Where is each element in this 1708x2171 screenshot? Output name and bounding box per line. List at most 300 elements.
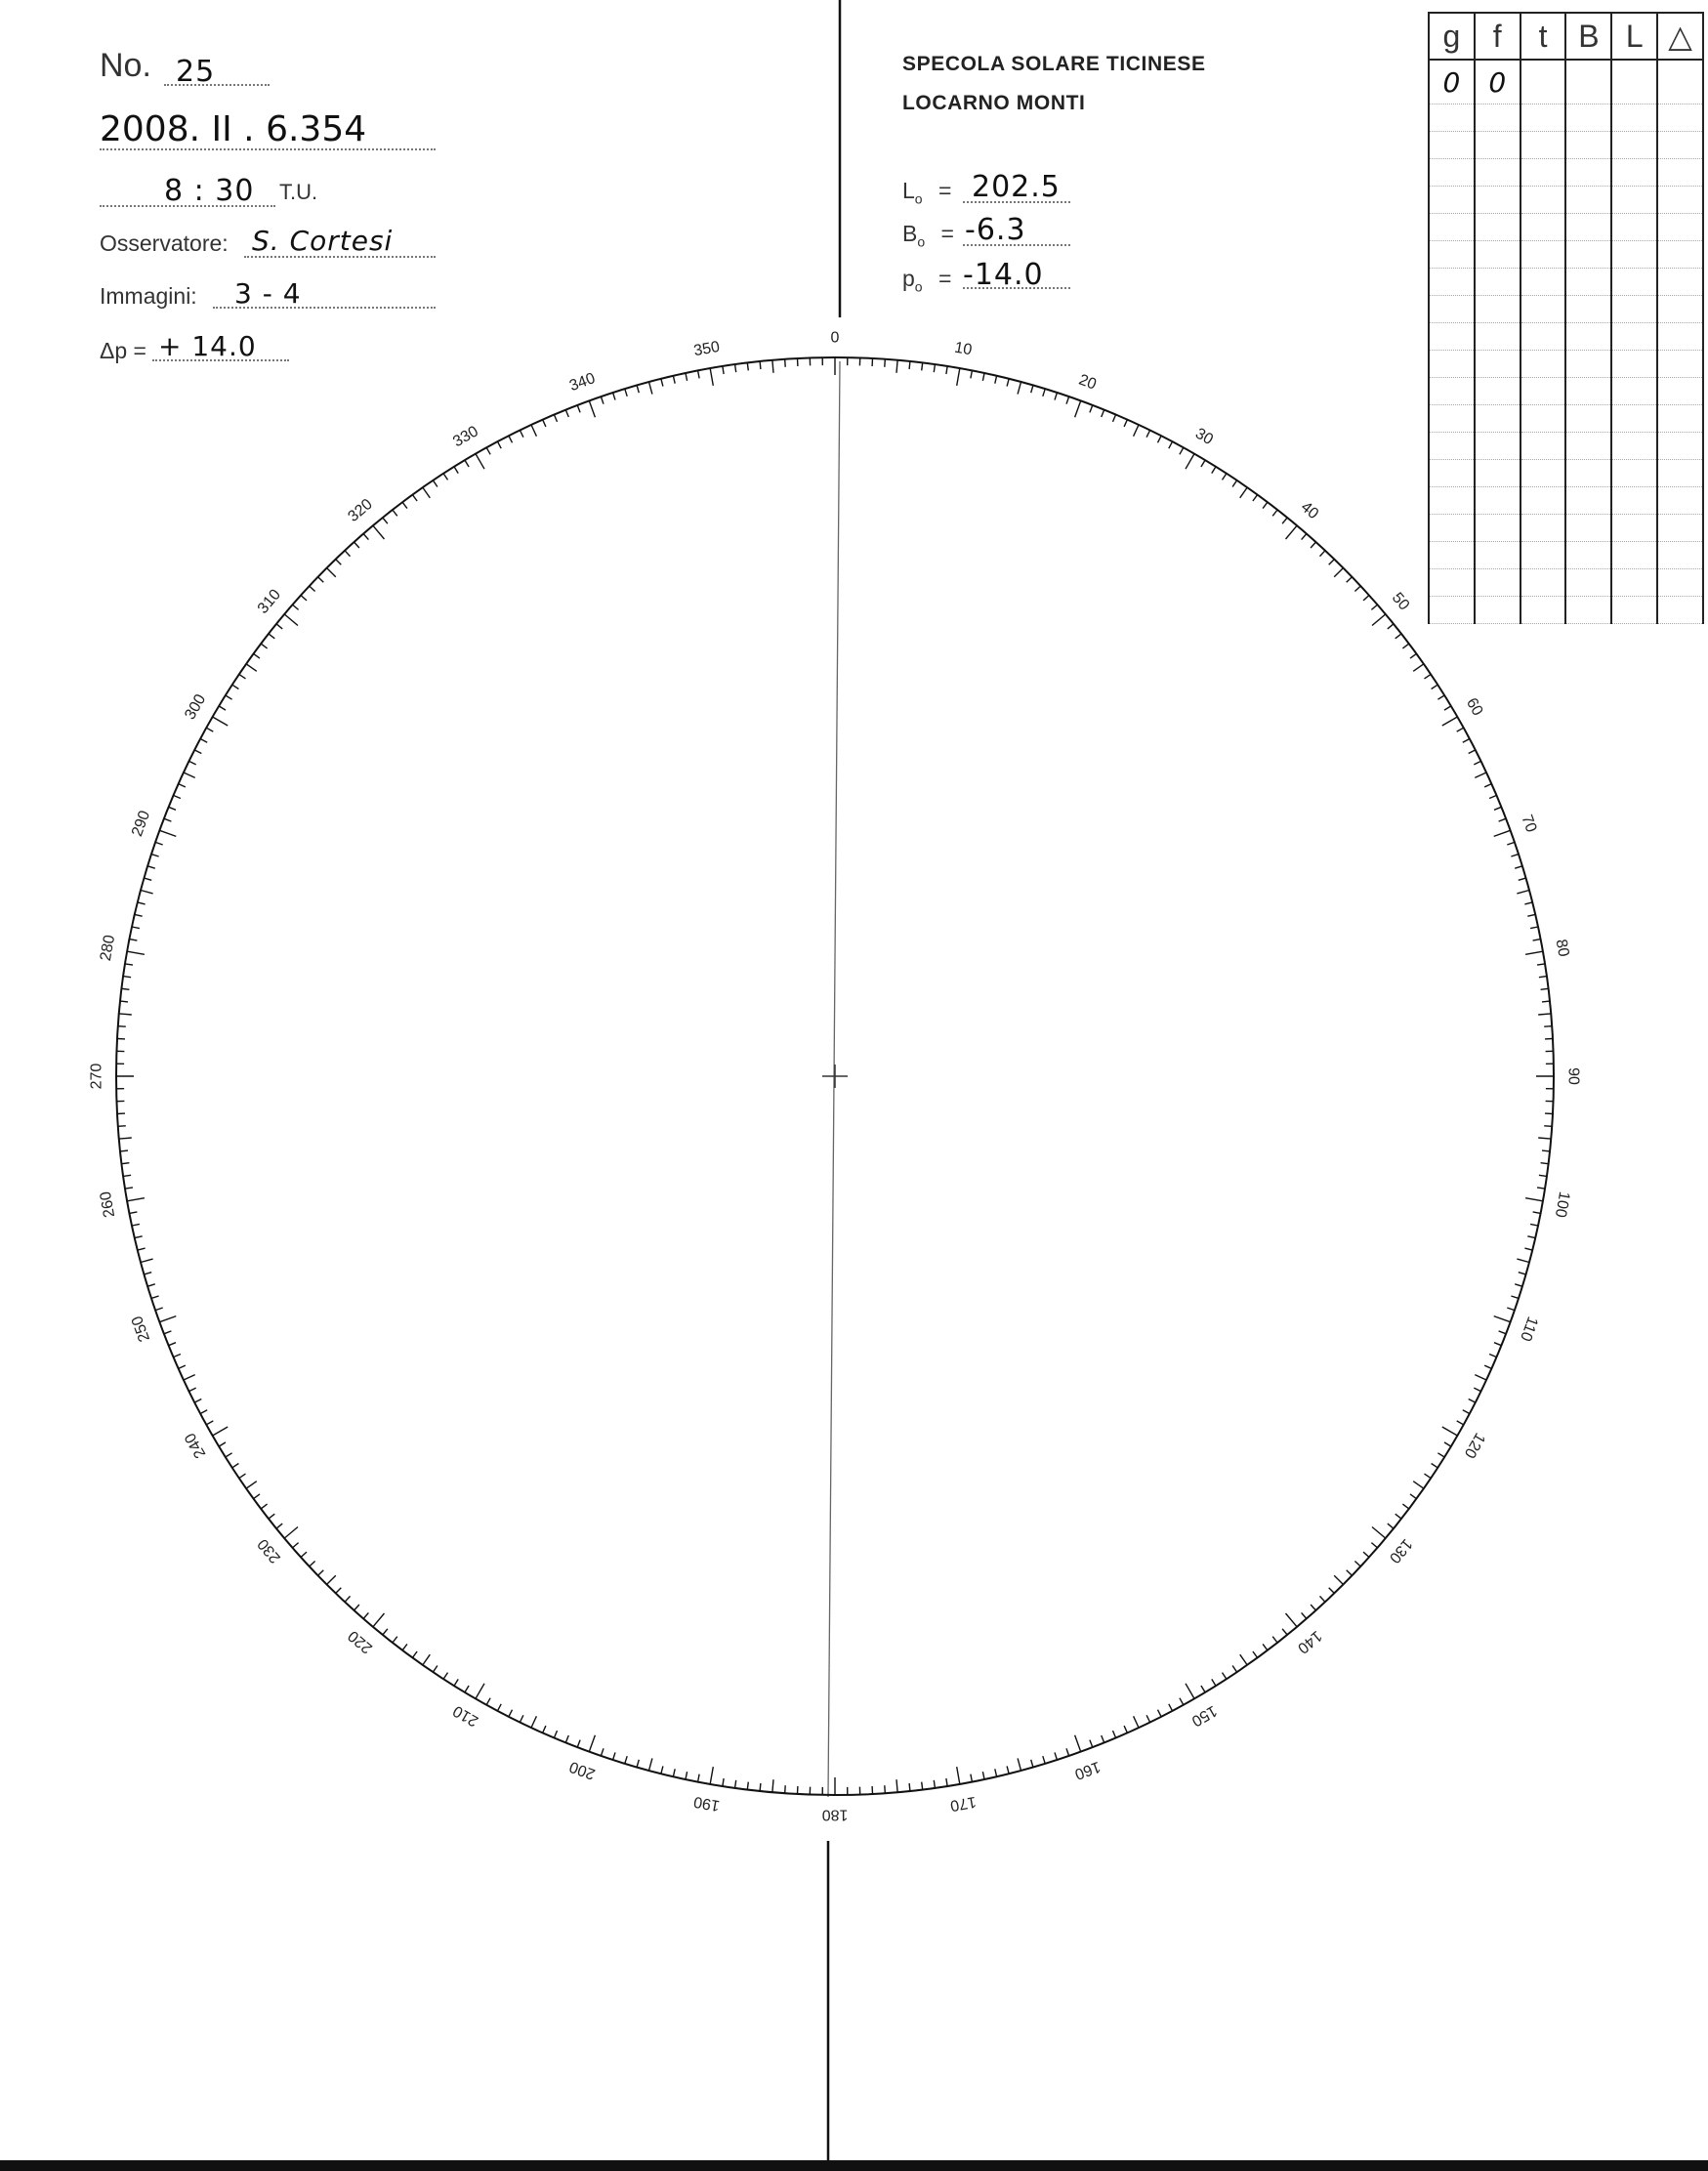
degree-label: 30	[1192, 425, 1216, 449]
degree-label: 320	[345, 495, 376, 525]
degree-tick	[1354, 1562, 1360, 1567]
delta-p-label: Δp =	[100, 338, 146, 363]
degree-tick	[1146, 1715, 1150, 1722]
degree-tick	[164, 818, 172, 821]
degree-tick	[1515, 866, 1522, 868]
degree-tick	[1075, 400, 1081, 417]
degree-label: 300	[182, 691, 210, 723]
degree-tick	[1388, 624, 1394, 629]
degree-tick	[219, 706, 226, 710]
l0-equals: =	[937, 178, 952, 203]
degree-tick	[1031, 1760, 1033, 1768]
degree-tick	[1494, 1343, 1501, 1346]
degree-tick	[1223, 1673, 1227, 1680]
degree-tick	[465, 460, 469, 467]
degree-tick	[1311, 1605, 1315, 1610]
degree-tick	[1371, 605, 1377, 609]
degree-tick	[1484, 784, 1491, 787]
degree-label: 60	[1462, 695, 1486, 719]
b0-equals: =	[940, 221, 954, 246]
degree-tick	[698, 1774, 700, 1782]
number-label: No.	[100, 47, 151, 84]
degree-label: 280	[97, 934, 119, 963]
degree-tick	[119, 1138, 132, 1139]
table-cell[interactable]: 0	[1429, 60, 1475, 104]
degree-tick	[1517, 1259, 1529, 1262]
degree-tick	[554, 1731, 557, 1737]
table-col-header: B	[1565, 13, 1611, 60]
degree-tick	[373, 1613, 385, 1627]
institution-name: SPECOLA SOLARE TICINESE	[902, 53, 1206, 75]
degree-tick	[1113, 1731, 1116, 1737]
degree-tick	[145, 1273, 152, 1274]
degree-tick	[1372, 1527, 1386, 1539]
degree-tick	[393, 1637, 397, 1643]
time-unit: T.U.	[279, 180, 318, 204]
table-cell[interactable]: 0	[1475, 60, 1521, 104]
degree-tick	[698, 371, 700, 379]
degree-tick	[1043, 389, 1045, 397]
degree-tick	[1494, 1316, 1511, 1322]
degree-tick	[1539, 1175, 1547, 1176]
degree-tick	[747, 1782, 748, 1790]
degree-tick	[132, 1224, 140, 1226]
degree-tick	[747, 363, 748, 371]
degree-tick	[276, 1524, 282, 1528]
degree-tick	[151, 1296, 159, 1298]
degree-tick	[509, 1710, 513, 1717]
degree-tick	[141, 1259, 153, 1262]
degree-tick	[1007, 1766, 1009, 1774]
degree-tick	[1542, 1001, 1550, 1002]
degree-tick	[1515, 1284, 1522, 1286]
degree-label: 350	[692, 338, 722, 360]
degree-tick	[1302, 534, 1307, 540]
degree-tick	[1410, 1494, 1416, 1499]
degree-tick	[486, 447, 490, 454]
degree-tick	[1272, 510, 1277, 516]
degree-tick	[1457, 1421, 1464, 1425]
degree-tick	[206, 728, 213, 731]
degree-tick	[1442, 717, 1458, 726]
degree-tick	[383, 518, 388, 523]
degree-tick	[123, 1175, 131, 1176]
degree-tick	[1413, 1482, 1424, 1489]
degree-tick	[164, 1331, 172, 1334]
degree-tick	[1539, 977, 1547, 978]
degree-tick	[232, 1464, 239, 1468]
degree-label: 120	[1460, 1430, 1488, 1461]
degree-label: 340	[566, 370, 598, 396]
degree-tick	[1180, 447, 1184, 454]
degree-label: 310	[254, 586, 284, 617]
p0-equals: =	[937, 266, 952, 291]
degree-tick	[1253, 495, 1258, 501]
table-col-header: △	[1657, 13, 1703, 60]
degree-tick	[383, 1629, 388, 1635]
degree-tick	[1354, 586, 1360, 592]
degree-tick	[118, 1126, 126, 1127]
degree-tick	[246, 664, 257, 672]
degree-tick	[735, 1780, 736, 1788]
observer-label: Osservatore:	[100, 230, 229, 256]
degree-tick	[120, 1001, 128, 1002]
degree-label: 240	[182, 1430, 210, 1461]
degree-tick	[301, 596, 307, 601]
degree-tick	[226, 695, 232, 699]
degree-tick	[1402, 644, 1408, 648]
degree-label: 180	[821, 1806, 849, 1823]
degree-tick	[520, 1715, 523, 1722]
degree-tick	[433, 1666, 437, 1673]
degree-tick	[1475, 772, 1486, 777]
degree-tick	[896, 1779, 897, 1792]
degree-label: 190	[692, 1792, 722, 1815]
degree-tick	[232, 685, 239, 689]
time-value: 8 : 30	[164, 174, 255, 208]
degree-tick	[686, 373, 687, 381]
degree-tick	[1240, 1654, 1248, 1665]
degree-tick	[1474, 761, 1480, 765]
degree-tick	[246, 1482, 257, 1489]
degree-tick	[1402, 1504, 1408, 1509]
degree-tick	[402, 1644, 407, 1649]
degree-tick	[423, 1654, 431, 1665]
degree-tick	[1425, 1474, 1432, 1479]
degree-tick	[1499, 1331, 1507, 1334]
degree-tick	[934, 364, 935, 372]
degree-label: 110	[1517, 1314, 1541, 1344]
degree-label: 10	[953, 339, 974, 359]
degree-tick	[169, 1343, 176, 1346]
degree-tick	[1212, 1679, 1216, 1686]
degree-label: 170	[948, 1792, 978, 1815]
table-col-header: L	[1611, 13, 1657, 60]
degree-tick	[554, 415, 557, 422]
degree-tick	[1372, 614, 1386, 626]
degree-tick	[946, 366, 947, 374]
degree-tick	[909, 1783, 910, 1791]
degree-tick	[1263, 1644, 1268, 1649]
degree-tick	[785, 359, 786, 367]
degree-tick	[184, 1375, 195, 1380]
p0-subscript: o	[914, 278, 923, 295]
degree-tick	[710, 368, 713, 386]
degree-tick	[327, 568, 336, 577]
degree-tick	[1124, 1726, 1127, 1733]
degree-tick	[1527, 914, 1535, 916]
degree-tick	[118, 1026, 126, 1027]
degree-tick	[130, 1212, 138, 1214]
degree-tick	[957, 368, 960, 386]
degree-label: 220	[345, 1627, 376, 1657]
degree-tick	[637, 386, 639, 394]
degree-tick	[194, 750, 201, 754]
degree-tick	[625, 389, 627, 397]
degree-tick	[122, 1163, 130, 1164]
degree-tick	[785, 1785, 786, 1793]
table-col-header: g	[1429, 13, 1475, 60]
degree-tick	[772, 1779, 773, 1792]
degree-label: 160	[1072, 1757, 1104, 1782]
degree-tick	[174, 1355, 181, 1357]
number-value: 25	[176, 55, 216, 89]
degree-tick	[443, 1673, 447, 1680]
degree-tick	[1425, 674, 1432, 679]
degree-tick	[443, 474, 447, 480]
degree-tick	[760, 361, 761, 369]
degree-tick	[1544, 1126, 1552, 1127]
degree-tick	[141, 891, 153, 894]
degree-label: 260	[97, 1190, 119, 1219]
degree-tick	[1444, 1442, 1451, 1446]
degree-tick	[145, 878, 152, 880]
degree-tick	[723, 1778, 724, 1786]
degree-tick	[1090, 1740, 1093, 1748]
degree-tick	[318, 1570, 324, 1576]
degree-tick	[735, 364, 736, 372]
degree-tick	[885, 359, 886, 367]
degree-tick	[125, 1188, 133, 1189]
degree-tick	[1090, 405, 1093, 413]
degree-tick	[909, 361, 910, 369]
degree-tick	[147, 866, 155, 868]
degree-tick	[213, 717, 229, 726]
degree-tick	[896, 360, 897, 373]
degree-tick	[465, 1686, 469, 1692]
degree-tick	[1212, 467, 1216, 474]
degree-tick	[1263, 502, 1268, 508]
degree-tick	[206, 1421, 213, 1425]
degree-label: 130	[1386, 1535, 1416, 1566]
degree-tick	[345, 1596, 351, 1602]
degree-tick	[122, 988, 130, 989]
degree-tick	[661, 379, 663, 387]
degree-tick	[509, 436, 513, 442]
degree-tick	[1533, 1212, 1541, 1214]
degree-tick	[1432, 685, 1438, 689]
degree-tick	[625, 1756, 627, 1764]
degree-label: 140	[1294, 1627, 1325, 1657]
degree-tick	[1240, 487, 1248, 498]
degree-tick	[498, 1704, 502, 1711]
degree-tick	[982, 373, 984, 381]
degree-tick	[1018, 382, 1021, 395]
degree-tick	[1442, 1427, 1458, 1436]
degree-tick	[1507, 1308, 1515, 1311]
degree-tick	[1524, 902, 1532, 904]
degree-tick	[1507, 842, 1515, 845]
degree-tick	[1519, 1273, 1526, 1274]
degree-tick	[147, 1284, 155, 1286]
degree-tick	[673, 376, 675, 384]
degree-tick	[284, 1527, 298, 1539]
degree-tick	[1494, 807, 1501, 810]
degree-tick	[318, 577, 324, 583]
degree-tick	[710, 1767, 713, 1784]
degree-tick	[189, 761, 196, 765]
degree-tick	[239, 674, 246, 679]
degree-tick	[174, 795, 181, 798]
degree-tick	[934, 1780, 935, 1788]
degree-tick	[613, 1752, 615, 1760]
degree-tick	[373, 525, 385, 539]
degree-tick	[354, 542, 359, 548]
degree-tick	[354, 1605, 359, 1610]
degree-tick	[1347, 577, 1353, 583]
degree-tick	[1544, 1026, 1552, 1027]
date-value: 2008. II . 6.354	[100, 109, 367, 149]
degree-tick	[226, 1453, 232, 1457]
degree-tick	[476, 1684, 484, 1699]
degree-tick	[269, 1514, 274, 1519]
degree-tick	[1066, 397, 1069, 404]
degree-tick	[213, 1427, 229, 1436]
degree-tick	[1437, 1453, 1444, 1457]
degree-tick	[1007, 379, 1009, 387]
degree-tick	[531, 1716, 536, 1728]
degree-tick	[1066, 1748, 1069, 1756]
degree-label: 230	[254, 1535, 284, 1566]
degree-tick	[498, 441, 502, 448]
degree-tick	[1538, 1138, 1551, 1139]
degree-tick	[1201, 460, 1205, 467]
degree-label: 330	[450, 423, 481, 451]
degree-tick	[1463, 739, 1470, 743]
degree-tick	[1113, 415, 1116, 422]
degree-tick	[1489, 1355, 1496, 1357]
degree-tick	[345, 551, 351, 557]
table-col-header: f	[1475, 13, 1521, 60]
degree-tick	[1158, 436, 1162, 442]
degree-tick	[1146, 431, 1150, 438]
b0-subscript: o	[917, 233, 926, 250]
degree-tick	[454, 1679, 458, 1686]
degree-tick	[189, 1388, 196, 1392]
degree-tick	[661, 1766, 663, 1774]
degree-tick	[1232, 480, 1237, 487]
degree-tick	[1329, 1588, 1335, 1594]
degree-tick	[284, 614, 298, 626]
degree-tick	[200, 739, 207, 743]
degree-tick	[1511, 855, 1519, 856]
degree-tick	[1055, 1752, 1057, 1760]
degree-tick	[1055, 393, 1057, 400]
degree-tick	[1469, 750, 1476, 754]
degree-tick	[760, 1783, 761, 1791]
degree-tick	[1329, 560, 1335, 565]
degree-tick	[412, 495, 417, 501]
degree-tick	[1302, 1612, 1307, 1618]
degree-tick	[1413, 664, 1424, 672]
degree-tick	[1371, 1543, 1377, 1548]
p0-value: -14.0	[963, 258, 1044, 292]
degree-tick	[589, 1735, 595, 1752]
degree-tick	[276, 624, 282, 629]
degree-label: 290	[129, 808, 154, 839]
degree-tick	[1311, 542, 1315, 548]
degree-tick	[412, 1651, 417, 1657]
degree-tick	[1180, 1698, 1184, 1705]
degree-tick	[261, 644, 267, 648]
degree-tick	[686, 1772, 687, 1779]
degree-tick	[179, 1365, 186, 1368]
degree-tick	[885, 1785, 886, 1793]
degree-label: 100	[1551, 1190, 1573, 1219]
degree-tick	[649, 1758, 652, 1771]
degree-label: 80	[1552, 938, 1572, 958]
degree-tick	[649, 382, 652, 395]
degree-label: 210	[450, 1701, 481, 1730]
degree-tick	[1533, 939, 1541, 941]
degree-tick	[772, 360, 773, 373]
observer-value: S. Cortesi	[252, 225, 394, 257]
degree-tick	[1457, 728, 1464, 731]
degree-tick	[219, 1442, 226, 1446]
institution-location: LOCARNO MONTI	[902, 92, 1086, 114]
degree-label: 250	[129, 1314, 154, 1345]
degree-tick	[589, 400, 595, 417]
bottom-scan-edge	[0, 2160, 1708, 2171]
degree-tick	[922, 1782, 923, 1790]
degree-tick	[125, 964, 133, 965]
degree-tick	[1158, 1710, 1162, 1717]
degree-tick	[159, 830, 176, 836]
degree-tick	[543, 1726, 546, 1733]
degree-tick	[155, 1308, 163, 1311]
degree-tick	[393, 510, 397, 516]
degree-tick	[1541, 1163, 1549, 1164]
degree-tick	[120, 1150, 128, 1151]
degree-tick	[1524, 1248, 1532, 1250]
degree-tick	[1282, 518, 1287, 523]
b0-value: -6.3	[965, 213, 1026, 247]
degree-tick	[1031, 386, 1033, 394]
degree-label: 40	[1297, 498, 1322, 523]
degree-tick	[1519, 878, 1526, 880]
degree-tick	[159, 1316, 176, 1322]
degree-label: 150	[1188, 1701, 1220, 1730]
degree-tick	[1489, 795, 1496, 798]
degree-tick	[363, 1612, 368, 1618]
degree-tick	[336, 560, 342, 565]
degree-tick	[261, 1504, 267, 1509]
degree-label: 0	[830, 329, 840, 347]
degree-tick	[301, 1552, 307, 1557]
l0-letter: L	[902, 178, 915, 203]
degree-tick	[543, 420, 546, 427]
degree-tick	[565, 410, 568, 417]
degree-tick	[922, 363, 923, 371]
degree-tick	[1124, 420, 1127, 427]
l0-subscript: o	[914, 190, 923, 207]
degree-tick	[127, 1198, 145, 1201]
degree-tick	[1043, 1756, 1045, 1764]
delta-p-value: + 14.0	[158, 330, 257, 362]
degree-tick	[127, 951, 145, 954]
degree-tick	[577, 405, 580, 413]
degree-tick	[132, 927, 140, 929]
degree-tick	[1075, 1735, 1081, 1752]
degree-tick	[1102, 1735, 1104, 1742]
degree-tick	[135, 914, 143, 916]
degree-tick	[1494, 830, 1511, 836]
degree-tick	[1437, 695, 1444, 699]
degree-tick	[1223, 474, 1227, 480]
degree-tick	[130, 939, 138, 941]
l0-value: 202.5	[972, 170, 1061, 204]
degree-tick	[293, 605, 299, 609]
